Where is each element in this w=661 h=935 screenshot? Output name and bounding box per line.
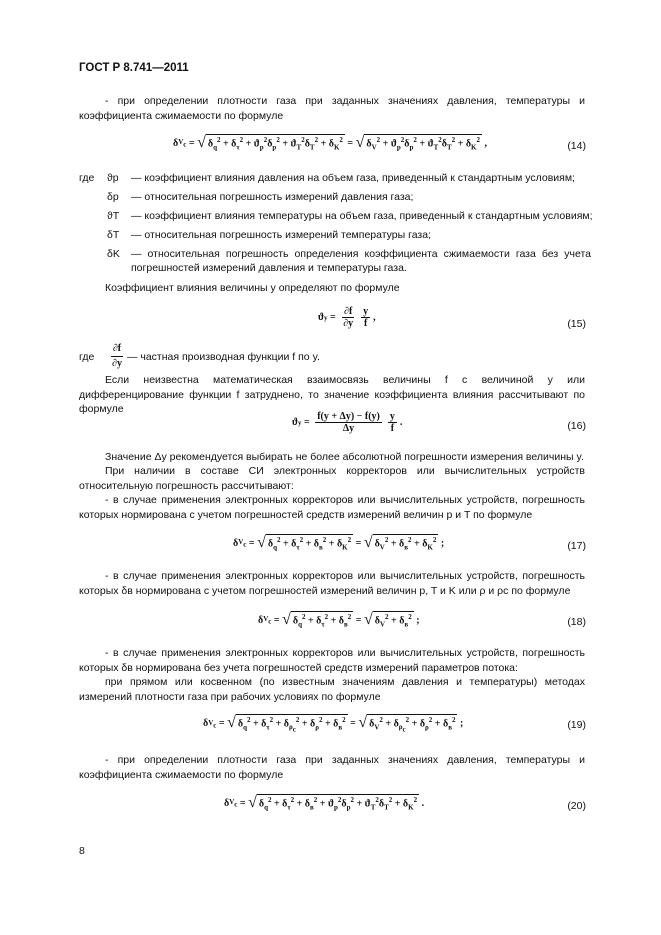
equation-20-number: (20) — [567, 800, 586, 812]
equation-17-number: (17) — [567, 540, 586, 552]
paragraph-unknown-relation: Если неизвестна математическая взаимосвязь величины f с величиной y или дифференцирование функции f затруднено, то значение коэффициента влияния рассчитывают по формуле — [79, 374, 585, 415]
equation-20: δ $V_c$ = √ $\delta_q^2 + \delta_\tau^2 + \delta_в^2 + ϑ_p^2\delta_p^2 + ϑ_T^2\delta_T^2 + \delta_K^2$ . — [224, 794, 425, 812]
equation-16: ϑ y = $\frac{f(y + \Delta y) - f(y)}{\Delta y}$ $\frac{y}{f}$ . — [292, 411, 403, 434]
definition-row — [79, 190, 599, 204]
equation-14-number: (14) — [567, 140, 586, 152]
definition-row — [79, 247, 599, 275]
paragraph-case-pTK: - в случае применения электронных корректоров или вычислительных устройств, погрешность которых δв нормирована с учетом погрешностей измерений величин p, T и K или ρ и ρс по формуле — [79, 570, 585, 597]
definition-text: — коэффициент влияния температуры на объем газа, приведенный к стандартным условиям; — [131, 210, 593, 222]
definition-symbol: δK — [107, 248, 120, 260]
paragraph-direct-indirect: при прямом или косвенном (по известным значениям давления и температуры) методах измерений плотности газа при рабочих условиях по формуле — [79, 676, 585, 703]
definition-symbol: δp — [107, 191, 119, 203]
definition-row — [79, 171, 599, 185]
definition-text: — относительная погрешность измерений температуры газа; — [131, 229, 431, 241]
equation-18-number: (18) — [567, 616, 586, 628]
definition-text: — относительная погрешность измерений давления газа; — [131, 191, 414, 203]
page-number: 8 — [79, 845, 85, 857]
partial-derivative-text: — частная производная функции f по y. — [126, 350, 320, 363]
equation-15: ϑ y = $\frac{\partial f}{\partial y}$ $\frac{y}{f}$ , — [318, 306, 376, 329]
equation-19-number: (19) — [567, 719, 586, 731]
paragraph-case-pT: - в случае применения электронных корректоров или вычислительных устройств, погрешность которых нормирована с учетом погрешностей средств измерений величин p и T по формуле — [79, 494, 585, 521]
definition-row — [79, 209, 599, 223]
paragraph-density-given: - при определении плотности газа при заданных значениях давления, температуры и коэффициента сжимаемости по формуле — [79, 95, 585, 122]
paragraph-si-correctors: При наличии в составе СИ электронных корректоров или вычислительных устройств относительную погрешность рассчитывают: — [79, 465, 585, 492]
paragraph-density-given-2: - при определении плотности газа при заданных значениях давления, температуры и коэффициента сжимаемости по формуле — [79, 754, 585, 781]
document-header: ГОСТ Р 8.741—2011 — [79, 62, 189, 74]
equation-14: δ $V_c$ = √ $\delta_q^2 + \delta_\tau^2 + ϑ_p^2\delta_p^2 + ϑ_T^2\delta_T^2 + \delta_K^2$ = √ $\delta_V^2 + ϑ_p^2\delta_p^2 + ϑ_T^2\delta_T^2 + \delta_K^2$ , — [173, 134, 487, 152]
equation-15-number: (15) — [567, 318, 586, 330]
definition-symbol: ϑp — [107, 172, 119, 184]
definition-text: — относительная погрешность определения коэффициента сжимаемости газа без учета погрешностей измерений давления и температуры газа. — [131, 248, 591, 274]
partial-derivative-definition: где $\frac{\partial f}{\partial y}$ — частная производная функции f по y. — [79, 343, 320, 369]
definition-symbol: ϑT — [107, 210, 120, 222]
where-label: где — [79, 350, 95, 363]
equation-18: δ $V_c$ = √ $\delta_q^2 + \delta_\tau^2 + \delta_в^2$ = √ $\delta_V^2 + \delta_в^2$ ; — [258, 611, 420, 629]
equation-16-number: (16) — [567, 420, 586, 432]
definition-row — [79, 228, 599, 242]
paragraph-case-no-flow: - в случае применения электронных корректоров или вычислительных устройств, погрешность которых δв нормирована без учета погрешностей средств измерений параметров потока: — [79, 647, 585, 674]
definition-text: — коэффициент влияния давления на объем газа, приведенный к стандартным условиям; — [131, 172, 575, 184]
where-label: где — [79, 172, 95, 184]
paragraph-influence-coefficient: Коэффициент влияния величины y определяют по формуле — [105, 282, 400, 294]
paragraph-delta-y: Значение Δy рекомендуется выбирать не более абсолютной погрешности измерения величины y. — [105, 451, 584, 463]
definition-symbol: δT — [107, 229, 120, 241]
equation-19: δ $V_c$ = √ $\delta_q^2 + \delta_\tau^2 + \delta_{\rho_c}^2 + \delta_\rho^2 + \delta_в^2$ = √ $\delta_V^2 + \delta_{\rho_c}^2 + \delta_\rho^2 + \delta_в^2$ ; — [203, 714, 464, 734]
equation-17: δ $V_c$ = √ $\delta_q^2 + \delta_\tau^2 + \delta_в^2 + \delta_K^2$ = √ $\delta_V^2 + \delta_в^2 + \delta_K^2$ ; — [233, 534, 445, 552]
